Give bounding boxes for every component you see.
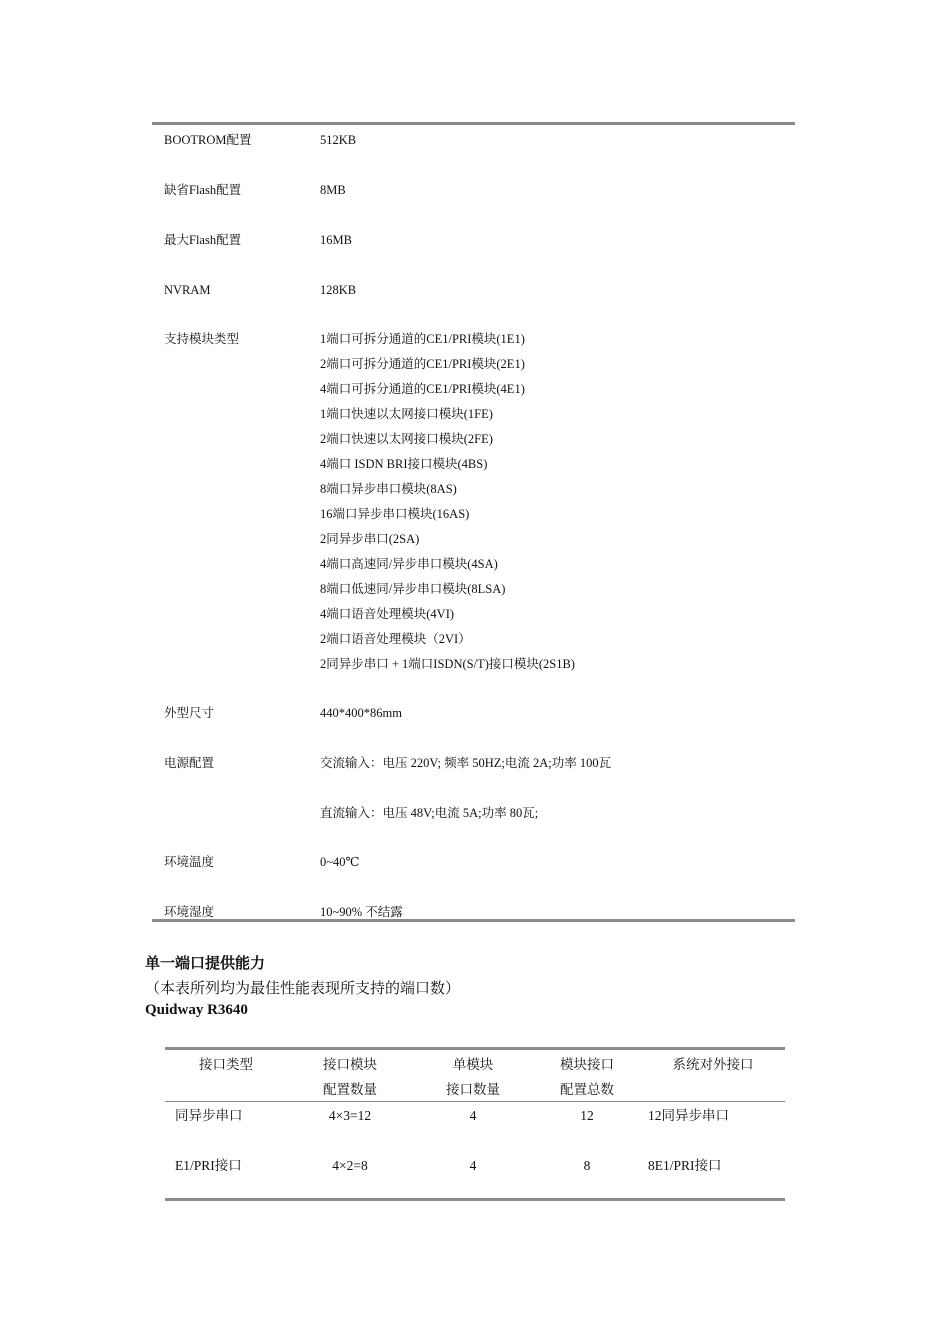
module-item: 2端口可拆分通道的CE1/PRI模块(2E1) bbox=[320, 357, 525, 371]
max-flash-label: 最大Flash配置 bbox=[164, 233, 242, 247]
cell-total: 12 bbox=[580, 1108, 594, 1123]
power-dc: 直流输入：电压 48V;电流 5A;功率 80瓦; bbox=[320, 806, 539, 820]
power-label: 电源配置 bbox=[164, 756, 215, 770]
header-interface-type: 接口类型 bbox=[199, 1057, 253, 1072]
header-total-2: 配置总数 bbox=[560, 1082, 614, 1097]
default-flash-label: 缺省Flash配置 bbox=[164, 183, 242, 197]
module-item: 1端口可拆分通道的CE1/PRI模块(1E1) bbox=[320, 332, 525, 346]
max-flash-value: 16MB bbox=[320, 233, 352, 247]
dimensions-label: 外型尺寸 bbox=[164, 706, 215, 720]
header-per-module: 单模块 bbox=[452, 1057, 494, 1072]
nvram-value: 128KB bbox=[320, 283, 357, 297]
section-title: 单一端口提供能力 bbox=[145, 956, 266, 972]
humidity-label: 环境湿度 bbox=[164, 905, 215, 919]
module-item: 8端口低速同/异步串口模块(8LSA) bbox=[320, 582, 506, 596]
module-item: 2端口语音处理模块（2VI） bbox=[320, 632, 471, 646]
module-item: 2同异步串口(2SA) bbox=[320, 532, 420, 546]
module-item: 16端口异步串口模块(16AS) bbox=[320, 507, 470, 521]
nvram-label: NVRAM bbox=[164, 283, 211, 297]
module-item: 8端口异步串口模块(8AS) bbox=[320, 482, 457, 496]
cell-per-module: 4 bbox=[469, 1108, 477, 1123]
port-capacity-table bbox=[165, 1047, 785, 1201]
bootrom-label: BOOTROM配置 bbox=[164, 133, 252, 147]
cell-system: 8E1/PRI接口 bbox=[648, 1158, 722, 1173]
bootrom-value: 512KB bbox=[320, 133, 357, 147]
module-item: 2同异步串口 + 1端口ISDN(S/T)接口模块(2S1B) bbox=[320, 657, 575, 671]
modules-label: 支持模块类型 bbox=[164, 332, 240, 346]
default-flash-value: 8MB bbox=[320, 183, 346, 197]
header-module-config: 接口模块 bbox=[323, 1057, 377, 1072]
cell-type: E1/PRI接口 bbox=[175, 1158, 242, 1173]
dimensions-value: 440*400*86mm bbox=[320, 706, 402, 720]
module-item: 4端口高速同/异步串口模块(4SA) bbox=[320, 557, 498, 571]
spec-table bbox=[152, 122, 795, 922]
cell-total: 8 bbox=[583, 1158, 591, 1173]
temperature-label: 环境温度 bbox=[164, 855, 215, 869]
header-system-ports: 系统对外接口 bbox=[672, 1057, 754, 1072]
cell-system: 12同异步串口 bbox=[648, 1108, 729, 1123]
cell-config: 4×3=12 bbox=[328, 1108, 372, 1123]
cell-type: 同异步串口 bbox=[175, 1108, 243, 1123]
header-divider bbox=[165, 1101, 785, 1102]
header-module-config-2: 配置数量 bbox=[323, 1082, 377, 1097]
cell-per-module: 4 bbox=[469, 1158, 477, 1173]
section-note: （本表所列均为最佳性能表现所支持的端口数） bbox=[145, 981, 461, 997]
module-item: 4端口可拆分通道的CE1/PRI模块(4E1) bbox=[320, 382, 525, 396]
model-name: Quidway R3640 bbox=[145, 1002, 248, 1018]
cell-config: 4×2=8 bbox=[332, 1158, 368, 1173]
power-ac: 交流输入：电压 220V; 频率 50HZ;电流 2A;功率 100瓦 bbox=[320, 756, 612, 770]
module-item: 4端口语音处理模块(4VI) bbox=[320, 607, 455, 621]
module-item: 4端口 ISDN BRI接口模块(4BS) bbox=[320, 457, 488, 471]
temperature-value: 0~40℃ bbox=[320, 855, 360, 869]
module-item: 1端口快速以太网接口模块(1FE) bbox=[320, 407, 493, 421]
humidity-value: 10~90% 不结露 bbox=[320, 905, 403, 919]
module-item: 2端口快速以太网接口模块(2FE) bbox=[320, 432, 493, 446]
header-total: 模块接口 bbox=[560, 1057, 614, 1072]
header-per-module-2: 接口数量 bbox=[446, 1082, 500, 1097]
